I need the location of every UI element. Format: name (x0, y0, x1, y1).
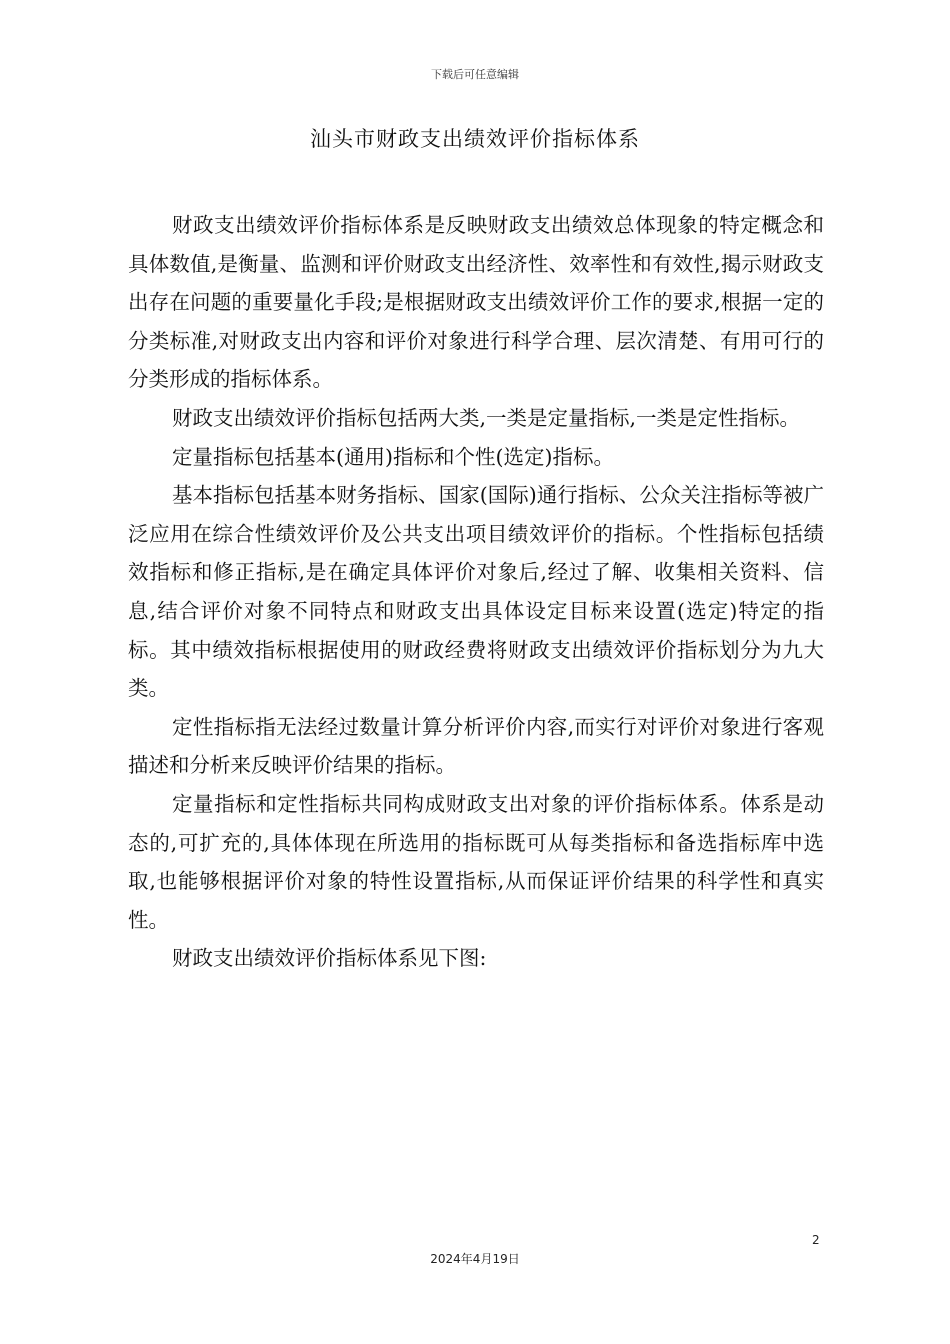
document-title: 汕头市财政支出绩效评价指标体系 (310, 127, 640, 151)
document-body (128, 206, 824, 978)
paragraph-quantitative: 定量指标包括基本(通用)指标和个性(选定)指标。 (172, 444, 614, 469)
paragraph-categories: 财政支出绩效评价指标包括两大类,一类是定量指标,一类是定性指标。 (172, 405, 801, 430)
paragraph-system: 定量指标和定性指标共同构成财政支出对象的评价指标体系。体系是动态的,可扩充的,具体体现在所选用的指标既可从每类指标和备选指标库中选取,也能够根据评价对象的特性设置指标,从而保证评价结果的科学性和真实性。 (128, 791, 824, 932)
paragraph-basic-indicators: 基本指标包括基本财务指标、国家(国际)通行指标、公众关注指标等被广泛应用在综合性绩效评价及公共支出项目绩效评价的指标。个性指标包括绩效指标和修正指标,是在确定具体评价对象后,经过了解、收集相关资料、信息,结合评价对象不同特点和财政支出具体设定目标来设置(选定)特定的指标。其中绩效指标根据使用的财政经费将财政支出绩效评价指标划分为九大类。 (128, 483, 824, 701)
header-note: 下载后可任意编辑 (431, 68, 519, 81)
paragraph-definition: 财政支出绩效评价指标体系是反映财政支出绩效总体现象的特定概念和具体数值,是衡量、监测和评价财政支出经济性、效率性和有效性,揭示财政支出存在问题的重要量化手段;是根据财政支出绩效评价工作的要求,根据一定的分类标准,对财政支出内容和评价对象进行科学合理、层次清楚、有用可行的分类形成的指标体系。 (128, 213, 824, 392)
page-number: 2 (812, 1233, 820, 1247)
paragraph-see-figure: 财政支出绩效评价指标体系见下图: (172, 946, 487, 971)
paragraph-qualitative: 定性指标指无法经过数量计算分析评价内容,而实行对评价对象进行客观描述和分析来反映评价结果的指标。 (128, 714, 824, 778)
footer-date: 2024年4月19日 (430, 1252, 520, 1266)
